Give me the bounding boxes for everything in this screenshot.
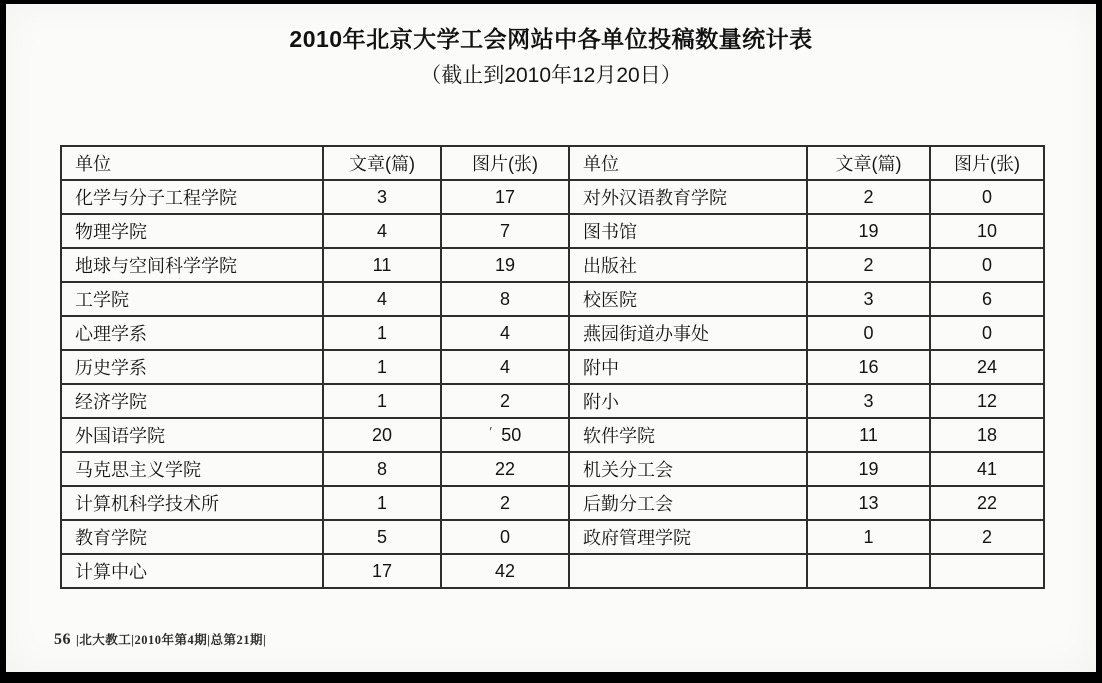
- articles-cell: 20: [323, 418, 441, 452]
- pictures-cell: 6: [930, 282, 1044, 316]
- articles-cell: 19: [807, 214, 930, 248]
- pictures-cell: 19: [441, 248, 569, 282]
- pictures-cell: 42: [441, 554, 569, 588]
- articles-cell: 1: [323, 316, 441, 350]
- table-row: [61, 520, 1044, 554]
- pictures-cell: 12: [930, 384, 1044, 418]
- unit-cell: 附小: [569, 384, 807, 418]
- articles-cell: 16: [807, 350, 930, 384]
- page-footer: [54, 630, 266, 649]
- articles-cell: 5: [323, 520, 441, 554]
- unit-cell: [569, 554, 807, 588]
- scan-artifact-mark: ′: [487, 423, 493, 439]
- pictures-cell: 0: [930, 316, 1044, 350]
- pictures-cell: 2: [930, 520, 1044, 554]
- pictures-cell: 0: [930, 180, 1044, 214]
- pictures-cell: 0: [930, 248, 1044, 282]
- pictures-cell: 41: [930, 452, 1044, 486]
- page-subtitle: （截止到2010年12月20日）: [420, 64, 682, 87]
- pictures-cell: 4: [441, 316, 569, 350]
- unit-cell: 软件学院: [569, 418, 807, 452]
- table-row: [61, 316, 1044, 350]
- table-row: [61, 486, 1044, 520]
- pictures-cell: 22: [441, 452, 569, 486]
- table-header-row: [61, 146, 1044, 180]
- unit-cell: 政府管理学院: [569, 520, 807, 554]
- table-row: [61, 248, 1044, 282]
- page-number: 56: [54, 631, 71, 648]
- page-title: 2010年北京大学工会网站中各单位投稿数量统计表: [289, 26, 813, 52]
- unit-cell: 教育学院: [61, 520, 323, 554]
- unit-cell: 工学院: [61, 282, 323, 316]
- table-row: [61, 214, 1044, 248]
- pictures-cell: 22: [930, 486, 1044, 520]
- unit-cell: 后勤分工会: [569, 486, 807, 520]
- pictures-value: 50: [501, 424, 522, 445]
- table-row: [61, 282, 1044, 316]
- table-row: [61, 452, 1044, 486]
- articles-cell: 1: [323, 486, 441, 520]
- table-row: [61, 350, 1044, 384]
- pictures-cell: 10: [930, 214, 1044, 248]
- pictures-cell: 0: [441, 520, 569, 554]
- header-pictures-right: 图片(张): [930, 146, 1044, 180]
- articles-cell: 2: [807, 248, 930, 282]
- document-page: [6, 4, 1096, 672]
- pictures-cell: 2: [441, 384, 569, 418]
- articles-cell: 13: [807, 486, 930, 520]
- pictures-cell: 18: [930, 418, 1044, 452]
- header-pictures-left: 图片(张): [441, 146, 569, 180]
- pictures-cell: [930, 554, 1044, 588]
- articles-cell: 8: [323, 452, 441, 486]
- unit-cell: 出版社: [569, 248, 807, 282]
- unit-cell: 校医院: [569, 282, 807, 316]
- unit-cell: 燕园街道办事处: [569, 316, 807, 350]
- articles-cell: 4: [323, 282, 441, 316]
- pictures-cell: 4: [441, 350, 569, 384]
- articles-cell: 3: [807, 282, 930, 316]
- header-unit-left: 单位: [61, 146, 323, 180]
- articles-cell: 17: [323, 554, 441, 588]
- header-articles-left: 文章(篇): [323, 146, 441, 180]
- articles-cell: 1: [323, 384, 441, 418]
- journal-info: |北大教工|2010年第4期|总第21期|: [76, 633, 267, 647]
- articles-cell: 11: [807, 418, 930, 452]
- unit-cell: 计算中心: [61, 554, 323, 588]
- unit-cell: 物理学院: [61, 214, 323, 248]
- unit-cell: 地球与空间科学学院: [61, 248, 323, 282]
- unit-cell: 对外汉语教育学院: [569, 180, 807, 214]
- articles-cell: 2: [807, 180, 930, 214]
- pictures-cell: 8: [441, 282, 569, 316]
- statistics-table: [60, 145, 1045, 589]
- unit-cell: 机关分工会: [569, 452, 807, 486]
- unit-cell: 马克思主义学院: [61, 452, 323, 486]
- unit-cell: 外国语学院: [61, 418, 323, 452]
- unit-cell: 经济学院: [61, 384, 323, 418]
- articles-cell: 3: [323, 180, 441, 214]
- pictures-cell: 17: [441, 180, 569, 214]
- unit-cell: 历史学系: [61, 350, 323, 384]
- articles-cell: 3: [807, 384, 930, 418]
- articles-cell: 0: [807, 316, 930, 350]
- articles-cell: 19: [807, 452, 930, 486]
- pictures-cell: 7: [441, 214, 569, 248]
- table-row: [61, 180, 1044, 214]
- articles-cell: 1: [323, 350, 441, 384]
- unit-cell: 计算机科学技术所: [61, 486, 323, 520]
- table-row: [61, 418, 1044, 452]
- pictures-cell: 24: [930, 350, 1044, 384]
- header-articles-right: 文章(篇): [807, 146, 930, 180]
- articles-cell: [807, 554, 930, 588]
- articles-cell: 11: [323, 248, 441, 282]
- articles-cell: 1: [807, 520, 930, 554]
- unit-cell: 化学与分子工程学院: [61, 180, 323, 214]
- unit-cell: 心理学系: [61, 316, 323, 350]
- header-unit-right: 单位: [569, 146, 807, 180]
- articles-cell: 4: [323, 214, 441, 248]
- table-row: [61, 384, 1044, 418]
- unit-cell: 图书馆: [569, 214, 807, 248]
- pictures-cell: 2: [441, 486, 569, 520]
- table-row: [61, 554, 1044, 588]
- pictures-cell: [441, 418, 569, 452]
- unit-cell: 附中: [569, 350, 807, 384]
